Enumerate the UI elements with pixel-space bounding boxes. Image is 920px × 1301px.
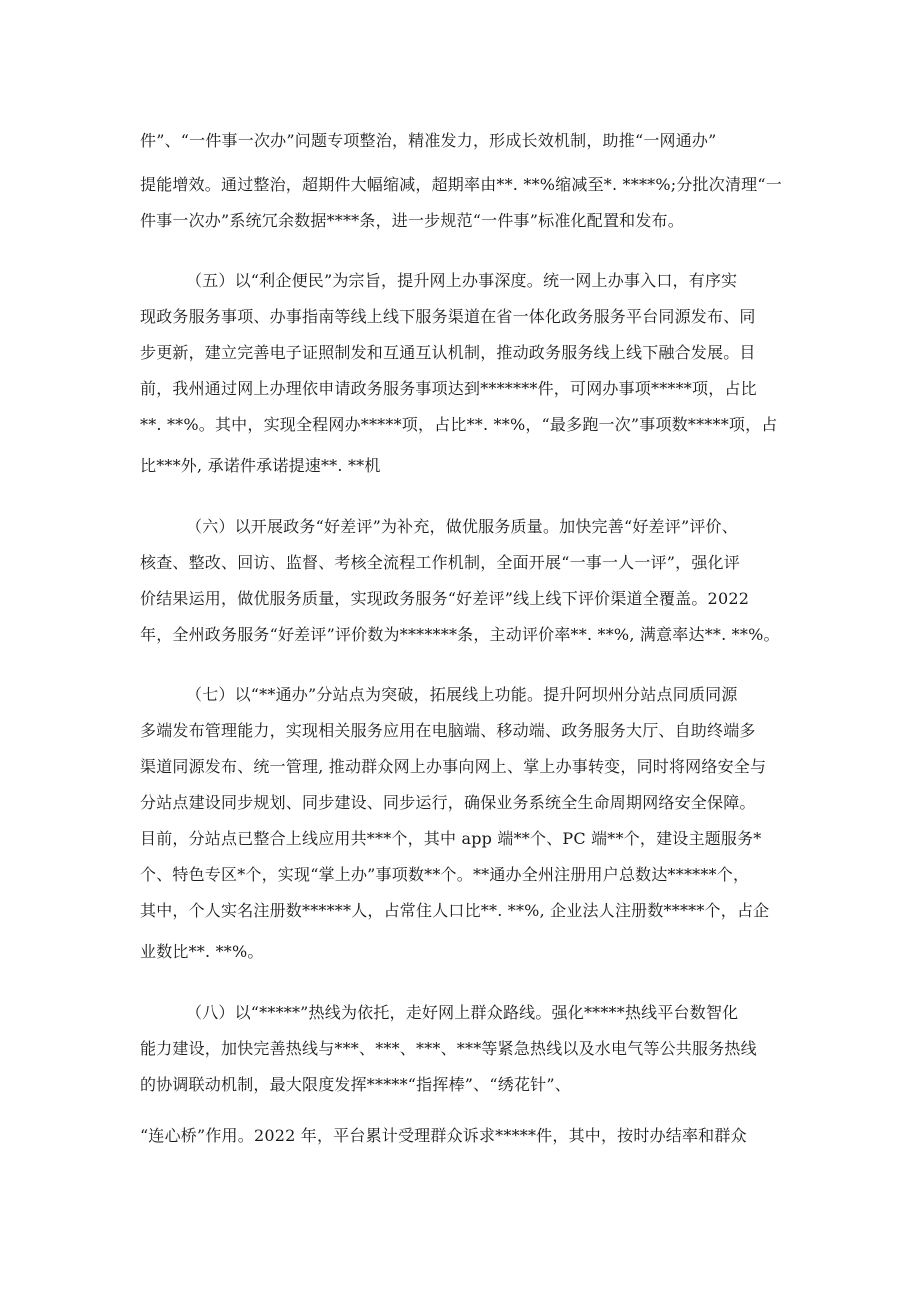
paragraph-line: 件事一次办”系统冗余数据****条，进一步规范“一件事”标准化配置和发布。 [140,211,684,230]
paragraph-line: 现政务服务事项、办事指南等线上线下服务渠道在省一体化政务服务平台同源发布、同 [140,307,756,326]
paragraph-line: 目前，分站点已整合上线应用共***个，其中 app 端**个、PC 端**个，建设主题服务* [140,829,762,848]
paragraph-line: 前，我州通过网上办理依申请政务服务事项达到*******件，可网办事项*****项，占比 [140,379,757,398]
paragraph-line: 价结果运用，做优服务质量，实现政务服务“好差评”线上线下评价渠道全覆盖。2022 [140,589,750,608]
paragraph-line: 提能增效。通过整治，超期件大幅缩减，超期率由**. **%缩减至*. ****%;分批次清理“一 [140,175,782,194]
section-heading-line: （八）以“*****”热线为依托，走好网上群众路线。强化*****热线平台数智化 [186,1003,739,1022]
paragraph-line: 的协调联动机制，最大限度发挥*****“指挥棒”、“绣花针”、 [140,1075,571,1094]
paragraph-line: 其中，个人实名注册数******人，占常住人口比**. **%, 企业法人注册数*****个，占企 [140,901,770,920]
paragraph-line: 年，全州政务服务“好差评”评价数为*******条，主动评价率**. **%, 满意率达**. **%。 [140,625,780,644]
paragraph-line: 能力建设，加快完善热线与***、***、***、***等紧急热线以及水电气等公共服务热线 [140,1039,757,1058]
paragraph-line: 个、特色专区*个，实现“掌上办”事项数**个。**通办全州注册用户总数达******个， [140,865,750,884]
paragraph-line: “连心桥”作用。2022 年，平台累计受理群众诉求*****件，其中，按时办结率和群众 [140,1126,747,1145]
paragraph-line: 件”、“一件事一次办”问题专项整治，精准发力，形成长效机制，助推“一网通办” [140,131,717,150]
paragraph-line: 步更新，建立完善电子证照制发和互通互认机制，推动政务服务线上线下融合发展。目 [140,343,756,362]
paragraph-line: **. **%。其中，实现全程网办*****项，占比**. **%，“最多跑一次”事项数*****项，占 [140,415,778,434]
section-heading-line: （五）以“利企便民”为宗旨，提升网上办事深度。统一网上办事入口，有序实 [186,271,738,290]
section-heading-line: （六）以开展政务“好差评”为补充，做优服务质量。加快完善“好差评”评价、 [186,517,738,536]
section-heading-line: （七）以“**通办”分站点为突破，拓展线上功能。提升阿坝州分站点同质同源 [186,685,738,704]
paragraph-line: 核查、整改、回访、监督、考核全流程工作机制，全面开展“一事一人一评”，强化评 [140,553,740,572]
paragraph-line: 比***外, 承诺件承诺提速**. **机 [140,456,381,475]
paragraph-line: 业数比**. **%。 [140,942,264,961]
paragraph-line: 渠道同源发布、统一管理, 推动群众网上办事向网上、掌上办事转变，同时将网络安全与 [140,757,767,776]
paragraph-line: 多端发布管理能力，实现相关服务应用在电脑端、移动端、政务服务大厅、自助终端多 [140,721,756,740]
paragraph-line: 分站点建设同步规划、同步建设、同步运行，确保业务系统全生命周期网络安全保障。 [140,793,756,812]
